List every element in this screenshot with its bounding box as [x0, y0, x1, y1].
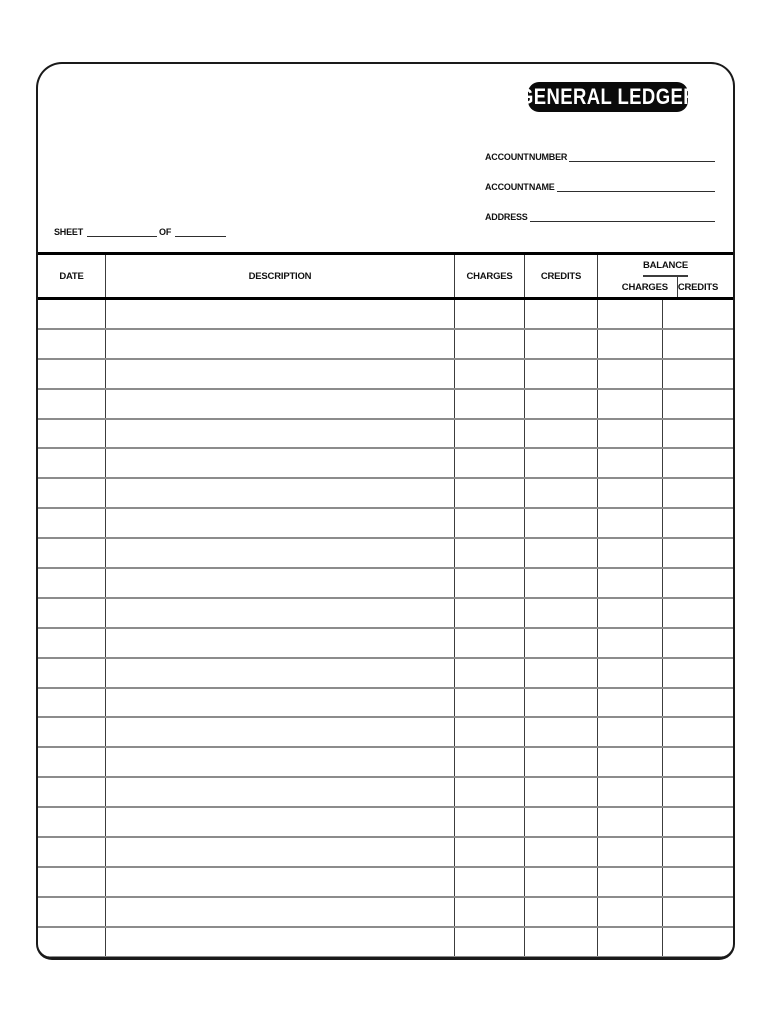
table-row	[38, 629, 733, 659]
ledger-cell[interactable]	[525, 330, 598, 358]
table-row	[38, 509, 733, 539]
ledger-cell[interactable]	[455, 509, 525, 537]
ledger-cell[interactable]	[38, 599, 106, 627]
table-row	[38, 748, 733, 778]
ledger-cell[interactable]	[106, 928, 455, 956]
table-row	[38, 718, 733, 748]
ledger-cell[interactable]	[455, 569, 525, 597]
ledger-cell[interactable]	[663, 599, 733, 627]
ledger-cell[interactable]	[455, 808, 525, 836]
table-row	[38, 778, 733, 808]
ledger-cell[interactable]	[598, 569, 663, 597]
ledger-cell[interactable]	[106, 838, 455, 866]
ledger-cell[interactable]	[525, 868, 598, 896]
sheet-number-input-line[interactable]	[87, 225, 157, 237]
ledger-cell[interactable]	[455, 330, 525, 358]
ledger-cell[interactable]	[38, 838, 106, 866]
table-header	[38, 252, 733, 300]
ledger-cell[interactable]	[106, 539, 455, 567]
ledger-cell[interactable]	[455, 689, 525, 717]
ledger-cell[interactable]	[525, 629, 598, 657]
ledger-cell[interactable]	[598, 898, 663, 926]
ledger-cell[interactable]	[38, 778, 106, 806]
ledger-cell[interactable]	[663, 689, 733, 717]
ledger-cell[interactable]	[106, 748, 455, 776]
column-header-date: DATE	[38, 255, 106, 297]
ledger-cell[interactable]	[455, 928, 525, 956]
column-header-charges: CHARGES	[455, 255, 525, 297]
ledger-cell[interactable]	[663, 300, 733, 328]
ledger-cell[interactable]	[106, 420, 455, 448]
ledger-cell[interactable]	[38, 808, 106, 836]
account-number-row	[485, 148, 715, 162]
ledger-cell[interactable]	[38, 569, 106, 597]
ledger-cell[interactable]	[598, 629, 663, 657]
ledger-cell[interactable]	[455, 718, 525, 746]
table-row	[38, 838, 733, 868]
ledger-cell[interactable]	[106, 569, 455, 597]
ledger-cell[interactable]	[106, 868, 455, 896]
ledger-cell[interactable]	[598, 360, 663, 388]
ledger-cell[interactable]	[598, 449, 663, 477]
account-name-row	[485, 178, 715, 192]
ledger-cell[interactable]	[525, 808, 598, 836]
ledger-cell[interactable]	[525, 778, 598, 806]
ledger-cell[interactable]	[663, 539, 733, 567]
table-row	[38, 539, 733, 569]
ledger-table	[38, 252, 733, 957]
table-row	[38, 659, 733, 689]
ledger-cell[interactable]	[455, 838, 525, 866]
ledger-cell[interactable]	[525, 838, 598, 866]
account-fields	[485, 148, 715, 222]
ledger-cell[interactable]	[38, 928, 106, 956]
table-row	[38, 360, 733, 390]
title-badge	[518, 82, 698, 112]
ledger-cell[interactable]	[525, 360, 598, 388]
ledger-cell[interactable]	[663, 629, 733, 657]
table-row	[38, 569, 733, 599]
address-label: ADDRESS	[485, 212, 528, 222]
ledger-cell[interactable]	[455, 360, 525, 388]
ledger-cell[interactable]	[598, 420, 663, 448]
table-body	[38, 300, 733, 957]
sheet-label: SHEET	[54, 227, 84, 237]
table-row	[38, 390, 733, 420]
account-number-input-line[interactable]	[569, 150, 715, 162]
ledger-cell[interactable]	[663, 479, 733, 507]
column-header-description: DESCRIPTION	[106, 255, 455, 297]
ledger-cell[interactable]	[38, 390, 106, 418]
ledger-cell[interactable]	[455, 898, 525, 926]
ledger-cell[interactable]	[38, 659, 106, 687]
ledger-cell[interactable]	[38, 449, 106, 477]
ledger-cell[interactable]	[106, 300, 455, 328]
address-input-line[interactable]	[530, 210, 715, 222]
ledger-cell[interactable]	[455, 420, 525, 448]
ledger-cell[interactable]	[525, 659, 598, 687]
address-row	[485, 208, 715, 222]
ledger-cell[interactable]	[598, 689, 663, 717]
ledger-cell[interactable]	[38, 748, 106, 776]
ledger-cell[interactable]	[525, 300, 598, 328]
ledger-cell[interactable]	[525, 420, 598, 448]
ledger-cell[interactable]	[525, 539, 598, 567]
ledger-cell[interactable]	[455, 599, 525, 627]
ledger-cell[interactable]	[598, 778, 663, 806]
ledger-cell[interactable]	[663, 569, 733, 597]
ledger-cell[interactable]	[525, 928, 598, 956]
ledger-cell[interactable]	[38, 868, 106, 896]
ledger-cell[interactable]	[455, 778, 525, 806]
column-header-credits: CREDITS	[525, 255, 598, 297]
ledger-cell[interactable]	[455, 629, 525, 657]
ledger-cell[interactable]	[106, 449, 455, 477]
ledger-cell[interactable]	[106, 360, 455, 388]
ledger-cell[interactable]	[455, 479, 525, 507]
ledger-cell[interactable]	[525, 689, 598, 717]
ledger-cell[interactable]	[455, 300, 525, 328]
ledger-cell[interactable]	[38, 330, 106, 358]
ledger-cell[interactable]	[598, 300, 663, 328]
ledger-cell[interactable]	[598, 390, 663, 418]
ledger-cell[interactable]	[598, 718, 663, 746]
account-name-input-line[interactable]	[557, 180, 715, 192]
ledger-cell[interactable]	[455, 868, 525, 896]
ledger-cell[interactable]	[525, 748, 598, 776]
ledger-cell[interactable]	[663, 718, 733, 746]
column-header-balance-group	[598, 255, 733, 297]
table-row	[38, 330, 733, 360]
ledger-cell[interactable]	[663, 928, 733, 956]
of-label: OF	[159, 227, 172, 237]
ledger-cell[interactable]	[38, 360, 106, 388]
account-name-label: ACCOUNT NAME	[485, 182, 555, 192]
ledger-cell[interactable]	[598, 479, 663, 507]
ledger-cell[interactable]	[38, 718, 106, 746]
ledger-cell[interactable]	[455, 748, 525, 776]
ledger-cell[interactable]	[663, 778, 733, 806]
ledger-cell[interactable]	[525, 718, 598, 746]
ledger-cell[interactable]	[525, 509, 598, 537]
ledger-cell[interactable]	[663, 390, 733, 418]
table-row	[38, 689, 733, 719]
ledger-cell[interactable]	[598, 659, 663, 687]
form-title: GENERAL LEDGER	[518, 84, 698, 109]
ledger-cell[interactable]	[598, 330, 663, 358]
table-row	[38, 599, 733, 629]
ledger-cell[interactable]	[525, 898, 598, 926]
table-row	[38, 479, 733, 509]
sheet-total-input-line[interactable]	[175, 225, 226, 237]
balance-sub-headers	[613, 277, 718, 297]
ledger-cell[interactable]	[598, 928, 663, 956]
ledger-cell[interactable]	[106, 330, 455, 358]
ledger-cell[interactable]	[598, 808, 663, 836]
table-row	[38, 300, 733, 330]
ledger-cell[interactable]	[38, 479, 106, 507]
ledger-cell[interactable]	[598, 748, 663, 776]
ledger-cell[interactable]	[598, 838, 663, 866]
table-row	[38, 868, 733, 898]
ledger-cell[interactable]	[38, 509, 106, 537]
ledger-cell[interactable]	[38, 629, 106, 657]
ledger-cell[interactable]	[663, 898, 733, 926]
column-header-balance-charges: CHARGES	[613, 277, 678, 297]
ledger-cell[interactable]	[106, 778, 455, 806]
ledger-cell[interactable]	[106, 718, 455, 746]
ledger-cell[interactable]	[598, 539, 663, 567]
ledger-cell[interactable]	[455, 449, 525, 477]
column-header-balance-credits: CREDITS	[677, 281, 719, 293]
ledger-cell[interactable]	[106, 509, 455, 537]
table-row	[38, 898, 733, 928]
ledger-cell[interactable]	[106, 689, 455, 717]
ledger-cell[interactable]	[106, 659, 455, 687]
table-row	[38, 449, 733, 479]
ledger-cell[interactable]	[525, 569, 598, 597]
ledger-cell[interactable]	[598, 599, 663, 627]
ledger-cell[interactable]	[525, 479, 598, 507]
ledger-cell[interactable]	[38, 539, 106, 567]
sheet-of-row	[52, 223, 272, 237]
ledger-cell[interactable]	[38, 689, 106, 717]
ledger-cell[interactable]	[525, 599, 598, 627]
table-row	[38, 420, 733, 450]
table-row	[38, 808, 733, 838]
ledger-cell[interactable]	[663, 420, 733, 448]
ledger-cell[interactable]	[106, 808, 455, 836]
table-row	[38, 928, 733, 957]
ledger-cell[interactable]	[38, 898, 106, 926]
account-number-label: ACCOUNT NUMBER	[485, 152, 568, 162]
ledger-cell[interactable]	[38, 300, 106, 328]
ledger-cell[interactable]	[663, 659, 733, 687]
column-header-balance: BALANCE	[643, 255, 688, 277]
ledger-cell[interactable]	[106, 898, 455, 926]
ledger-cell[interactable]	[525, 449, 598, 477]
ledger-cell[interactable]	[455, 390, 525, 418]
ledger-cell[interactable]	[663, 748, 733, 776]
ledger-cell[interactable]	[525, 390, 598, 418]
ledger-cell[interactable]	[663, 330, 733, 358]
ledger-cell[interactable]	[598, 509, 663, 537]
ledger-cell[interactable]	[598, 868, 663, 896]
ledger-cell[interactable]	[663, 360, 733, 388]
general-ledger-form	[36, 62, 735, 960]
ledger-cell[interactable]	[455, 539, 525, 567]
ledger-cell[interactable]	[106, 599, 455, 627]
ledger-cell[interactable]	[106, 629, 455, 657]
ledger-cell[interactable]	[106, 479, 455, 507]
ledger-cell[interactable]	[106, 390, 455, 418]
ledger-cell[interactable]	[663, 868, 733, 896]
ledger-cell[interactable]	[455, 659, 525, 687]
ledger-cell[interactable]	[38, 420, 106, 448]
ledger-cell[interactable]	[663, 449, 733, 477]
ledger-cell[interactable]	[663, 808, 733, 836]
ledger-cell[interactable]	[663, 838, 733, 866]
ledger-cell[interactable]	[663, 509, 733, 537]
